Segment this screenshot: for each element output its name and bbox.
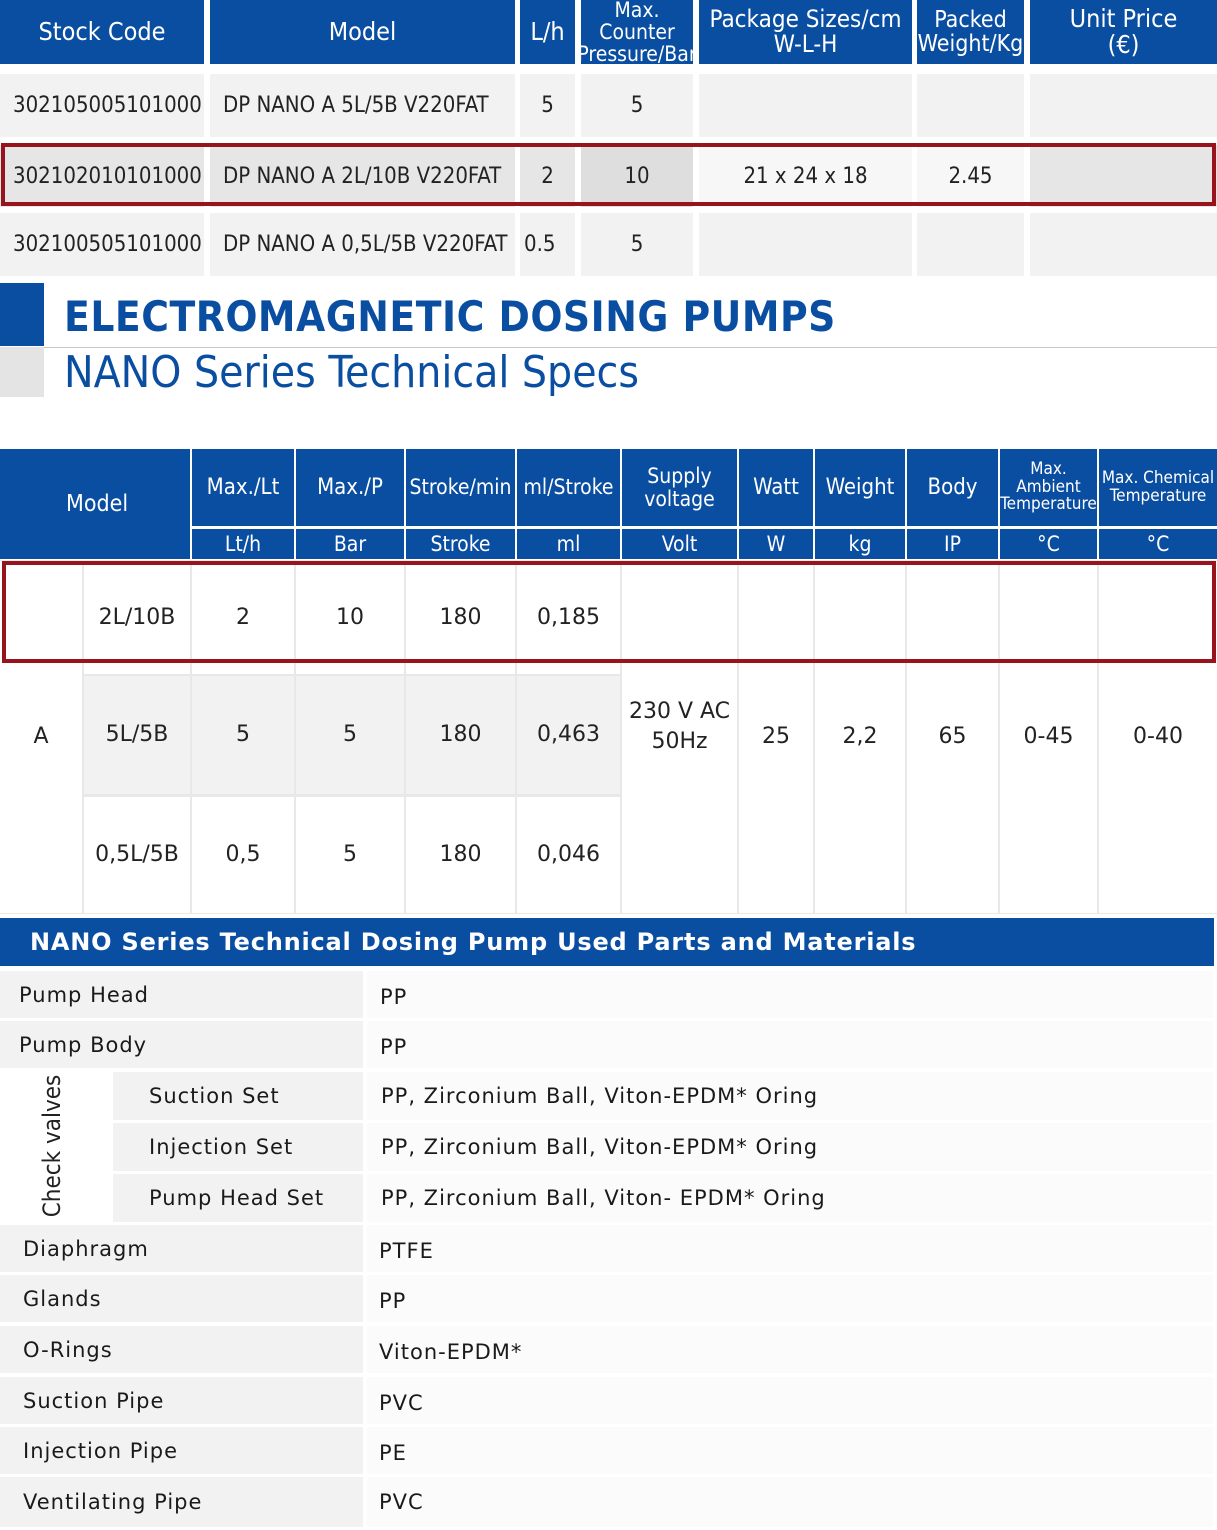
spec-model-cell: 2L/10B: [84, 561, 190, 674]
section-accent-bar-gray: [0, 347, 44, 397]
material-cell: PP, Zirconium Ball, Viton- EPDM* Oring: [367, 1174, 1213, 1222]
specs-header-ml-stroke: ml/Stroke: [517, 449, 620, 526]
lh-cell: 0.5: [520, 213, 575, 276]
spec-stroke-cell: 180: [406, 561, 515, 674]
part-cell: Injection Set: [113, 1123, 363, 1171]
specs-header-model: Model: [0, 449, 190, 559]
specs-header-weight: Weight: [815, 449, 905, 526]
pressure-cell: 5: [581, 213, 693, 276]
pressure-cell: 10: [581, 145, 693, 207]
price-cell: [1030, 74, 1217, 137]
material-cell: PVC: [367, 1377, 1213, 1424]
specs-header-supply-line-2: voltage: [644, 486, 715, 511]
material-cell: PP, Zirconium Ball, Viton-EPDM* Oring: [367, 1072, 1213, 1120]
price-cell: [1030, 213, 1217, 276]
part-cell: Injection Pipe: [0, 1427, 363, 1474]
specs-header-supply-voltage: [622, 449, 737, 526]
header-unit-price: [1030, 0, 1217, 64]
header-packed-weight: [917, 0, 1024, 64]
unit-ip: IP: [907, 529, 998, 559]
chemical-temp-cell: 0-40: [1099, 561, 1217, 913]
spec-ml-cell: 0,185: [517, 561, 620, 674]
specs-header-max-p: Max./P: [296, 449, 404, 526]
header-price-line-1: Unit Price: [1069, 3, 1178, 33]
ambient-temp-cell: 0-45: [1000, 561, 1097, 913]
stock-code-cell: 302105005101000: [0, 74, 204, 137]
unit-lth: Lt/h: [192, 529, 294, 559]
watt-cell: 25: [739, 561, 813, 913]
unit-volt: Volt: [622, 529, 737, 559]
spec-max-p-cell: 5: [296, 797, 404, 913]
supply-voltage-cell: [622, 561, 737, 913]
part-cell: Pump Head: [0, 971, 363, 1018]
specs-header-chemical-line-2: Temperature: [1109, 485, 1207, 506]
material-cell: PE: [367, 1427, 1213, 1474]
header-lh: L/h: [520, 0, 575, 64]
header-weight-line-1: Packed: [934, 6, 1007, 33]
weight-cell: 2,2: [815, 561, 905, 913]
header-pressure: [577, 0, 697, 67]
specs-header-chemical-line-1: Max. Chemical: [1101, 467, 1215, 488]
model-cell: DP NANO A 0,5L/5B V220FAT: [210, 213, 515, 276]
part-cell: Pump Head Set: [113, 1174, 363, 1222]
unit-stroke: Stroke: [406, 529, 515, 559]
header-package-line-2: W-L-H: [773, 30, 838, 58]
lh-cell: 2: [520, 145, 575, 207]
spec-max-p-cell: 10: [296, 561, 404, 674]
materials-title: NANO Series Technical Dosing Pump Used Parts and Materials: [0, 918, 1214, 966]
specs-header-ambient-line-1: Max. Ambient: [1016, 458, 1081, 497]
package-cell: [699, 74, 912, 137]
specs-header-body: Body: [907, 449, 998, 526]
specs-header-stroke-min: Stroke/min: [406, 449, 515, 526]
spec-model-cell: 0,5L/5B: [84, 797, 190, 913]
model-cell: DP NANO A 2L/10B V220FAT: [210, 145, 515, 207]
specs-header-chemical-temp: [1099, 449, 1217, 526]
package-cell: 21 x 24 x 18: [699, 145, 912, 207]
unit-ambient-c: °C: [1000, 529, 1097, 559]
spec-model-cell: 5L/5B: [84, 676, 190, 794]
header-price-line-2: (€): [1107, 30, 1140, 59]
unit-chemical-c: °C: [1099, 529, 1217, 559]
section-accent-bar: [0, 283, 44, 346]
supply-voltage-line-2: 50Hz: [651, 729, 708, 754]
specs-header-ambient-temp: [1000, 449, 1097, 526]
model-cell: DP NANO A 5L/5B V220FAT: [210, 74, 515, 137]
unit-kg: kg: [815, 529, 905, 559]
header-package-line-1: Package Sizes/cm: [709, 4, 902, 33]
spec-stroke-cell: 180: [406, 797, 515, 913]
supply-voltage-line-1: 230 V AC: [628, 699, 731, 725]
spec-max-lt-cell: 2: [192, 561, 294, 674]
header-package-sizes: [699, 0, 912, 64]
header-stock-code: Stock Code: [0, 0, 204, 64]
section-subtitle: NANO Series Technical Specs: [64, 347, 639, 398]
part-cell: Suction Pipe: [0, 1377, 363, 1424]
lh-cell: 5: [520, 74, 575, 137]
weight-cell: [917, 213, 1024, 276]
part-cell: Suction Set: [113, 1072, 363, 1120]
spec-max-lt-cell: 0,5: [192, 797, 294, 913]
model-group-cell: A: [0, 561, 82, 913]
body-ip-cell: 65: [907, 561, 998, 913]
unit-w: W: [739, 529, 813, 559]
specs-header-ambient-line-2: Temperature: [1000, 494, 1097, 515]
spec-ml-cell: 0,046: [517, 797, 620, 913]
check-valves-label: Check valves: [38, 1074, 66, 1218]
part-cell: Glands: [0, 1275, 363, 1322]
part-cell: O-Rings: [0, 1326, 363, 1373]
specs-header-watt: Watt: [739, 449, 813, 526]
spec-stroke-cell: 180: [406, 676, 515, 794]
specs-header-max-lt: Max./Lt: [192, 449, 294, 526]
part-cell: Pump Body: [0, 1021, 363, 1068]
material-cell: PTFE: [367, 1225, 1213, 1272]
header-pressure-line-1: Max. Counter: [599, 0, 675, 44]
spec-ml-cell: 0,463: [517, 676, 620, 794]
material-cell: PP: [367, 1021, 1213, 1068]
price-cell: [1030, 145, 1217, 207]
stock-code-cell: 302102010101000: [0, 145, 204, 207]
section-title: ELECTROMAGNETIC DOSING PUMPS: [64, 292, 836, 341]
weight-cell: 2.45: [917, 145, 1024, 207]
header-weight-line-2: Weight/Kg: [917, 31, 1024, 57]
material-cell: PP: [367, 1275, 1213, 1322]
part-cell: Diaphragm: [0, 1225, 363, 1272]
stock-code-cell: 302100505101000: [0, 213, 204, 276]
package-cell: [699, 213, 912, 276]
material-cell: PP: [367, 971, 1213, 1018]
header-model: Model: [210, 0, 515, 64]
spec-max-lt-cell: 5: [192, 676, 294, 794]
spec-max-p-cell: 5: [296, 676, 404, 794]
material-cell: PP, Zirconium Ball, Viton-EPDM* Oring: [367, 1123, 1213, 1171]
specs-header-supply-line-1: Supply: [647, 464, 712, 489]
material-cell: PVC: [367, 1477, 1213, 1527]
unit-ml: ml: [517, 529, 620, 559]
material-cell: Viton-EPDM*: [367, 1326, 1213, 1373]
pressure-cell: 5: [581, 74, 693, 137]
header-pressure-line-2: Pressure/Bar: [577, 42, 697, 67]
unit-bar: Bar: [296, 529, 404, 559]
part-cell: Ventilating Pipe: [0, 1477, 363, 1527]
weight-cell: [917, 74, 1024, 137]
